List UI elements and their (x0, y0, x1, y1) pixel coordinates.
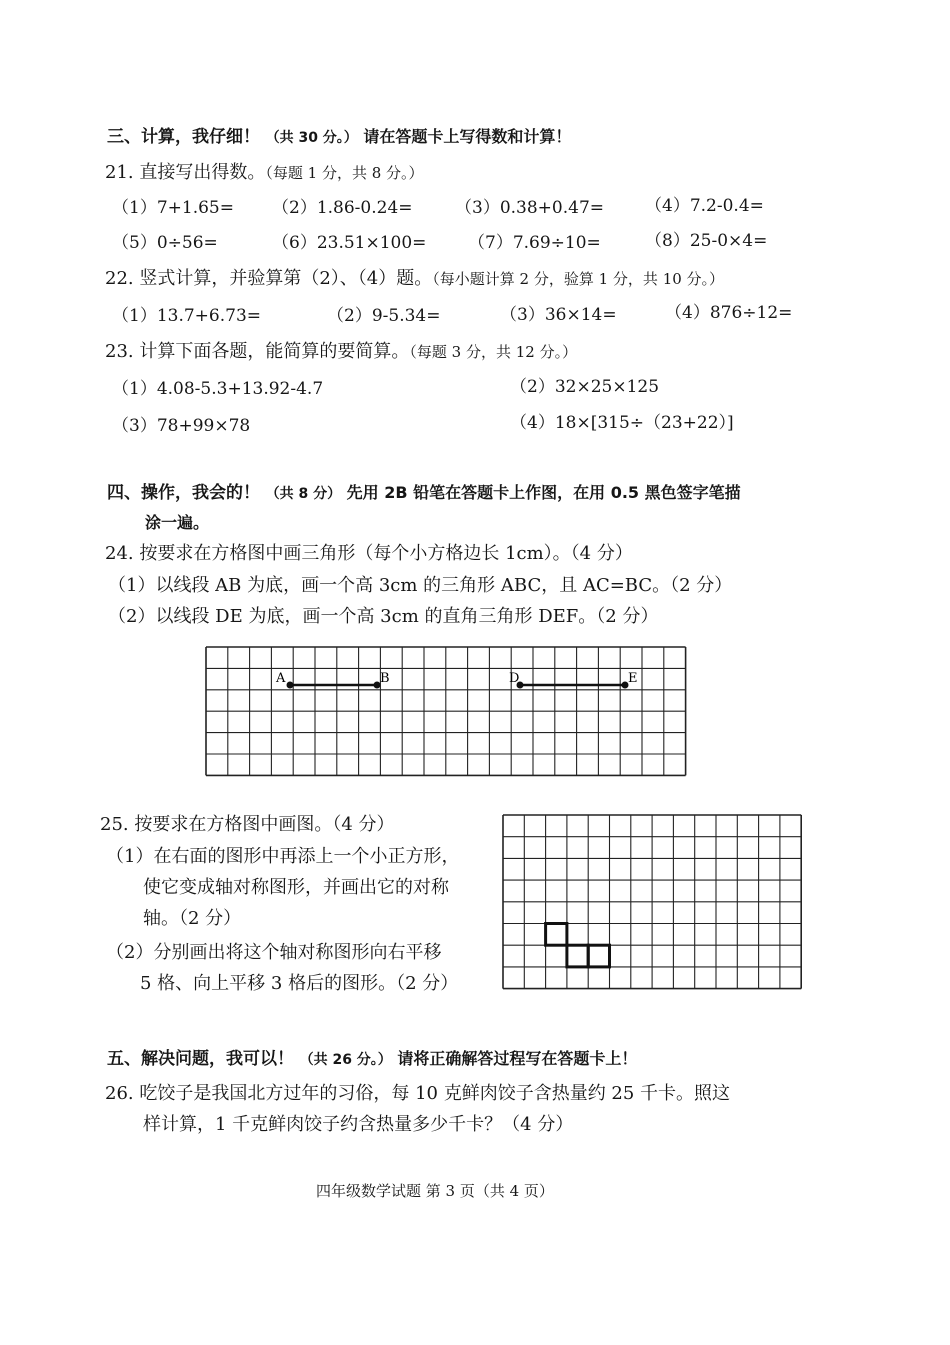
q23-item-2: （2）32×25×125 (510, 377, 660, 397)
q22-item-4: （4）876÷12= (665, 303, 793, 323)
question-25-sub-2-line-2: 5 格、向上平移 3 格后的图形。（2 分） (140, 973, 459, 994)
question-21-text: 21. 直接写出得数。 (105, 162, 266, 183)
question-22-stem (105, 268, 724, 290)
q21-item-1: （1）7+1.65= (112, 198, 234, 218)
triangle-grid[interactable] (204, 645, 690, 777)
question-22-text: 22. 竖式计算，并验算第（2）、（4）题。 (105, 268, 433, 289)
point-a (287, 682, 294, 689)
section-4-instruction: 先用 2B 铅笔在答题卡上作图，在用 0.5 黑色签字笔描 (346, 483, 741, 502)
label-e: E (628, 671, 638, 686)
q21-item-5: （5）0÷56= (112, 233, 218, 253)
section-3-points: （共 30 分。） (265, 130, 358, 146)
question-25-sub-1-line-3: 轴。（2 分） (143, 908, 242, 929)
question-25-sub-2-line-1: （2）分别画出将这个轴对称图形向右平移 (106, 942, 442, 963)
label-a: A (276, 671, 286, 686)
page-footer: 四年级数学试题 第 3 页（共 4 页） (316, 1182, 554, 1200)
q21-item-4: （4）7.2-0.4= (645, 196, 764, 216)
question-26-line-2: 样计算，1 千克鲜肉饺子约含热量多少千卡？（4 分） (143, 1114, 574, 1135)
q21-item-7: （7）7.69÷10= (468, 233, 601, 253)
question-25-sub-1-line-2: 使它变成轴对称图形，并画出它的对称 (143, 877, 449, 898)
section-3-heading (107, 126, 571, 149)
q22-item-1: （1）13.7+6.73= (112, 306, 262, 326)
grid-25-lines (503, 815, 801, 989)
q23-item-3: （3）78+99×78 (112, 416, 251, 436)
q22-item-2: （2）9-5.34= (327, 306, 441, 326)
question-24-stem: 24. 按要求在方格图中画三角形（每个小方格边长 1cm）。（4 分） (105, 543, 633, 564)
shape-square (588, 945, 609, 967)
section-4-instruction-cont: 涂一遍。 (145, 513, 210, 532)
question-23-stem (105, 341, 577, 363)
section-4-heading (107, 482, 741, 505)
question-22-note: （每小题计算 2 分，验算 1 分，共 10 分。） (432, 270, 725, 288)
section-5-heading (107, 1048, 637, 1071)
q23-item-4: （4）18×[315÷（23+22）] (510, 413, 734, 433)
section-5-points: （共 26 分。） (299, 1052, 392, 1068)
symmetry-grid[interactable] (501, 813, 803, 991)
section-3-title: 三、计算，我仔细！ (107, 127, 260, 147)
question-24-sub-1: （1）以线段 AB 为底，画一个高 3cm 的三角形 ABC，且 AC=BC。（2 分） (108, 575, 733, 596)
section-5-instruction: 请将正确解答过程写在答题卡上！ (397, 1049, 638, 1068)
question-26-line-1: 26. 吃饺子是我国北方过年的习俗，每 10 克鲜肉饺子含热量约 25 千卡。照这 (105, 1083, 731, 1104)
q21-item-2: （2）1.86-0.24= (272, 198, 413, 218)
q21-item-6: （6）23.51×100= (272, 233, 427, 253)
question-21-stem (105, 162, 424, 184)
shape-square (546, 924, 567, 946)
question-23-text: 23. 计算下面各题，能简算的要简算。 (105, 341, 410, 362)
question-23-note: （每题 3 分，共 12 分。） (409, 343, 578, 361)
question-24-sub-2: （2）以线段 DE 为底，画一个高 3cm 的直角三角形 DEF。（2 分） (108, 606, 659, 627)
label-d: D (509, 671, 520, 686)
shape-squares (546, 924, 610, 967)
q21-item-3: （3）0.38+0.47= (455, 198, 605, 218)
section-4-title: 四、操作，我会的！ (107, 483, 260, 503)
question-25-stem: 25. 按要求在方格图中画图。（4 分） (100, 814, 395, 835)
question-25-sub-1-line-1: （1）在右面的图形中再添上一个小正方形， (106, 846, 460, 867)
q21-item-8: （8）25-0×4= (645, 231, 768, 251)
section-3-instruction: 请在答题卡上写得数和计算！ (363, 127, 572, 146)
label-b: B (380, 671, 390, 686)
question-21-note: （每题 1 分，共 8 分。） (265, 164, 424, 182)
grid-24-lines (206, 647, 686, 775)
section-4-points: （共 8 分） (265, 486, 342, 502)
q23-item-1: （1）4.08-5.3+13.92-4.7 (112, 379, 324, 399)
q22-item-3: （3）36×14= (500, 305, 617, 325)
shape-square (567, 945, 588, 967)
section-5-title: 五、解决问题，我可以！ (107, 1049, 294, 1069)
